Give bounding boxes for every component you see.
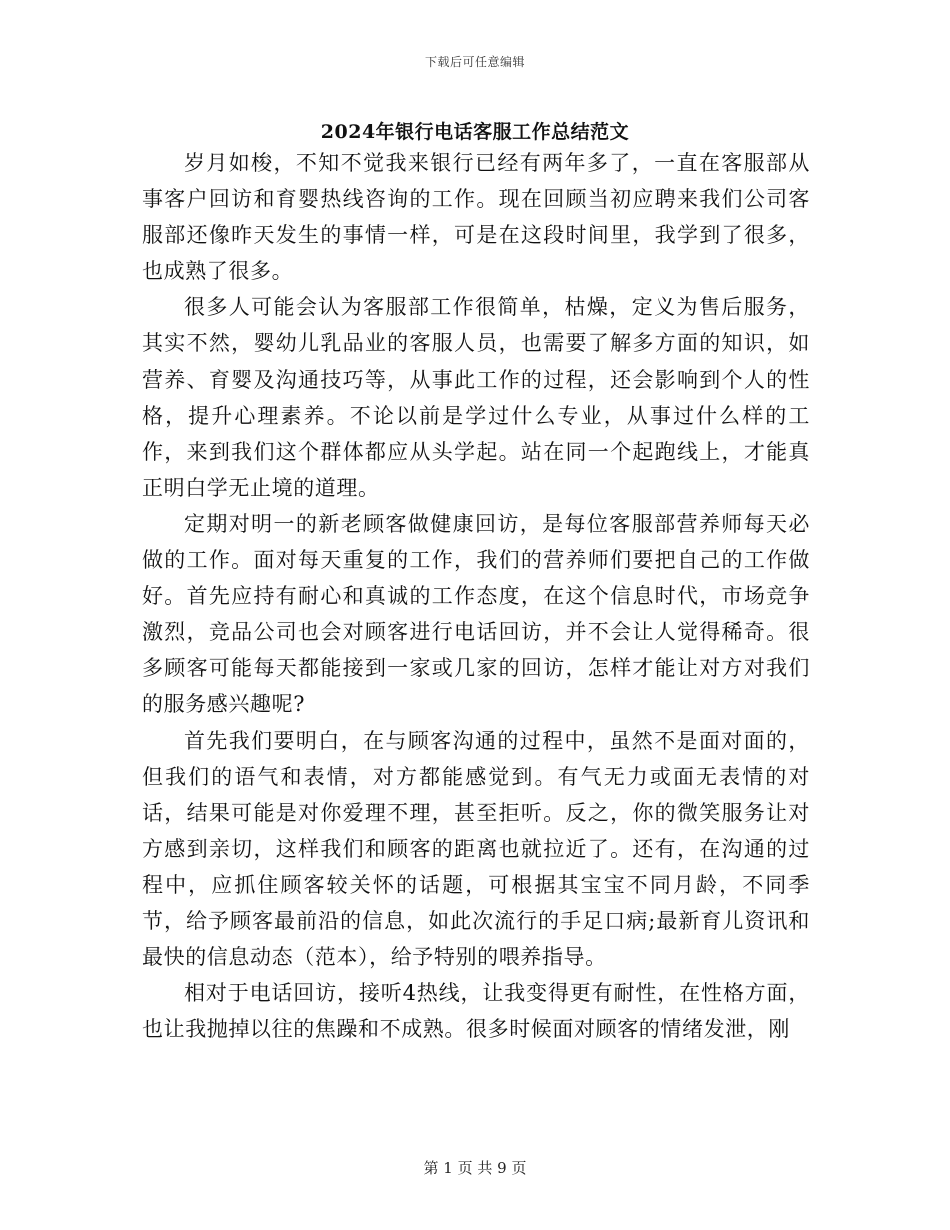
- document-body: [142, 145, 810, 1047]
- page-number: 第 1 页 共 9 页: [423, 1159, 527, 1177]
- body-paragraph: 首先我们要明白，在与顾客沟通的过程中，虽然不是面对面的，但我们的语气和表情，对方都能感觉到。有气无力或面无表情的对话，结果可能是对你爱理不理，甚至拒听。反之，你的微笑服务让对方感到亲切，这样我们和顾客的距离也就拉近了。还有，在沟通的过程中，应抓住顾客较关怀的话题，可根据其宝宝不同月龄，不同季节，给予顾客最前沿的信息，如此次流行的手足口病;最新育儿资讯和最快的信息动态（范本），给予特别的喂养指导。: [142, 728, 810, 970]
- download-edit-note: 下载后可任意编辑: [424, 55, 525, 69]
- body-paragraph: 相对于电话回访，接听4热线，让我变得更有耐性，在性格方面，也让我抛掉以往的焦躁和不成熟。很多时候面对顾客的情绪发泄，刚: [142, 981, 810, 1042]
- body-paragraph: 很多人可能会认为客服部工作很简单，枯燥，定义为售后服务，其实不然，婴幼儿乳品业的客服人员，也需要了解多方面的知识，如营养、育婴及沟通技巧等，从事此工作的过程，还会影响到个人的性格，提升心理素养。不论以前是学过什么专业，从事过什么样的工作，来到我们这个群体都应从头学起。站在同一个起跑线上，才能真正明白学无止境的道理。: [142, 295, 810, 500]
- document-title: 2024年银行电话客服工作总结范文: [320, 121, 630, 143]
- body-paragraph: 定期对明一的新老顾客做健康回访，是每位客服部营养师每天必做的工作。面对每天重复的工作，我们的营养师们要把自己的工作做好。首先应持有耐心和真诚的工作态度，在这个信息时代，市场竞争激烈，竞品公司也会对顾客进行电话回访，并不会让人觉得稀奇。很多顾客可能每天都能接到一家或几家的回访，怎样才能让对方对我们的服务感兴趣呢?: [142, 511, 810, 717]
- body-paragraph: 岁月如梭，不知不觉我来银行已经有两年多了，一直在客服部从事客户回访和育婴热线咨询的工作。现在回顾当初应聘来我们公司客服部还像昨天发生的事情一样，可是在这段时间里，我学到了很多，也成熟了很多。: [142, 151, 810, 284]
